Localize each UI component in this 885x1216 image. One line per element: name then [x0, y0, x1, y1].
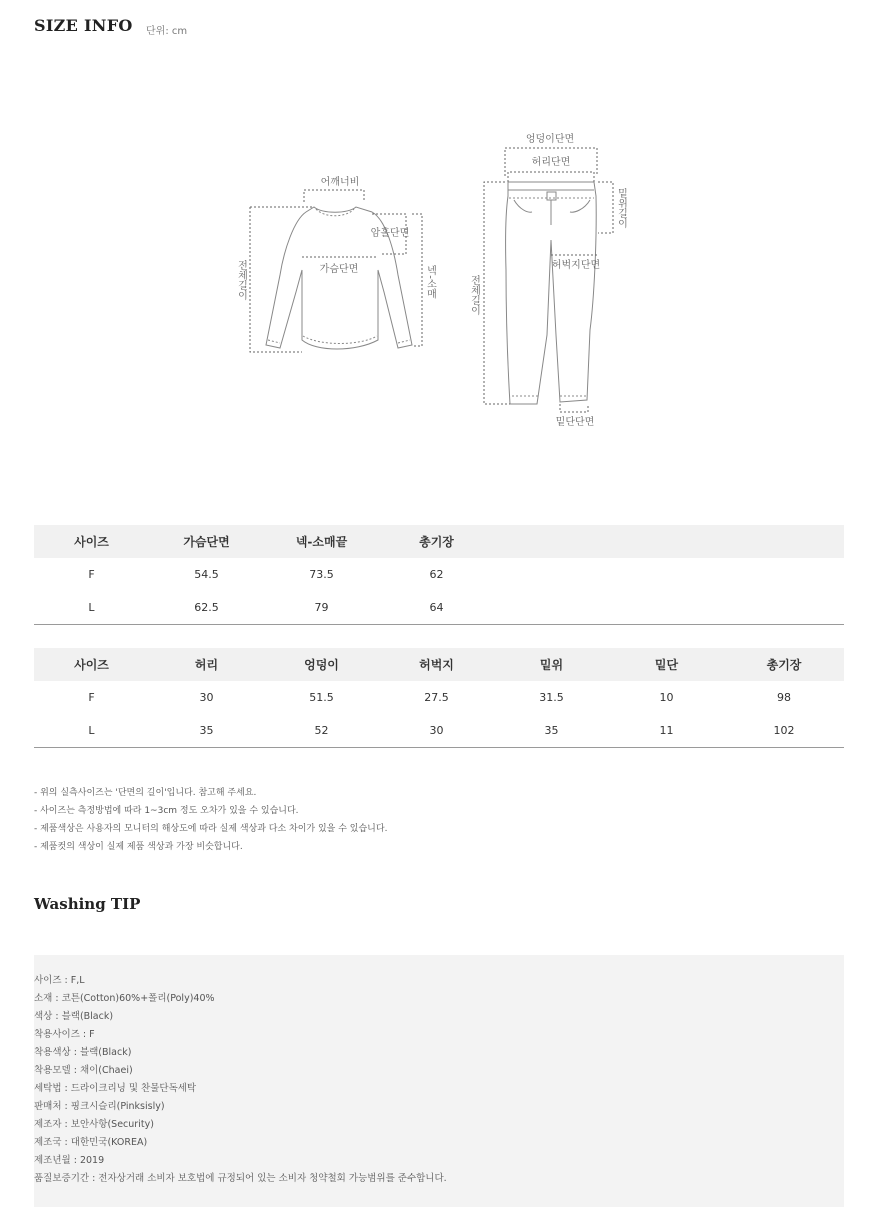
label-rise: 밑위길이 [615, 188, 627, 228]
table-row [34, 591, 844, 625]
label-armhole: 암홀단면 [370, 228, 410, 239]
spec-line: 제조자 : 보안사항(Security) [34, 1119, 154, 1130]
header-spacer [494, 525, 844, 558]
cell: 62 [429, 568, 444, 581]
note-line: - 위의 실측사이즈는 '단면의 길이'입니다. 참고해 주세요. [34, 788, 257, 798]
cell: 98 [777, 691, 791, 704]
header-thigh: 허벅지 [379, 648, 494, 681]
cell: 30 [379, 714, 494, 748]
label-shoulder: 어깨너비 [320, 177, 360, 188]
spec-line: 세탁법 : 드라이크리닝 및 찬물단독세탁 [34, 1083, 197, 1094]
spec-line: 착용색상 : 블랙(Black) [34, 1047, 132, 1058]
cell: L [34, 714, 149, 748]
cell: F [88, 568, 95, 581]
header-neck-sleeve: 넥-소매끝 [264, 525, 379, 558]
size-notes [34, 784, 387, 856]
cell: 51.5 [309, 691, 334, 704]
header-size: 사이즈 [34, 648, 149, 681]
spec-line: 색상 : 블랙(Black) [34, 1011, 114, 1022]
cell: 30 [199, 691, 214, 704]
header-total-length: 총기장 [379, 525, 494, 558]
label-hip: 엉덩이단면 [525, 134, 575, 145]
table-row [34, 681, 844, 714]
spec-line: 사이즈 : F,L [34, 975, 85, 986]
top-size-table [34, 525, 844, 625]
cell: 73.5 [309, 568, 334, 581]
note-line: - 제품컷의 색상이 실제 제품 색상과 가장 비슷합니다. [34, 842, 243, 852]
cell: 31.5 [539, 691, 564, 704]
label-chest: 가슴단면 [319, 264, 359, 275]
table-row [34, 714, 844, 748]
header-size: 사이즈 [34, 525, 149, 558]
spec-line: 제조국 : 대한민국(KOREA) [34, 1137, 148, 1148]
header-rise: 밑위 [494, 648, 609, 681]
cell [494, 558, 844, 591]
table-row [34, 558, 844, 591]
header-hem: 밑단 [609, 648, 724, 681]
pants-drawing [506, 182, 597, 404]
label-top-total-length: 전체길이 [235, 260, 247, 300]
spec-line: 착용모델 : 채이(Chaei) [34, 1065, 133, 1076]
size-diagram [0, 0, 885, 470]
cell: L [34, 591, 149, 625]
size-info-title: SIZE INFO [34, 16, 133, 35]
label-pants-total-length: 전체길이 [468, 275, 480, 315]
cell: 35 [494, 714, 609, 748]
cell: 79 [264, 591, 379, 625]
cell: 35 [149, 714, 264, 748]
cell: 62.5 [149, 591, 264, 625]
pants-measure-lines [484, 148, 613, 412]
bottom-size-table [34, 648, 844, 748]
header-hip: 엉덩이 [264, 648, 379, 681]
product-spec-box [34, 955, 844, 1207]
cell: 10 [659, 691, 674, 704]
cell: F [88, 691, 95, 704]
cell: 54.5 [194, 568, 219, 581]
note-line: - 제품색상은 사용자의 모니터의 해상도에 따라 실제 색상과 다소 차이가 있을 수 있습니다. [34, 824, 388, 834]
unit-label: 단위: cm [146, 26, 188, 37]
label-thigh: 허벅지단면 [551, 260, 601, 271]
note-line: - 사이즈는 측정방법에 따라 1~3cm 정도 오차가 있을 수 있습니다. [34, 806, 299, 816]
table-header-row [34, 525, 844, 558]
spec-line: 제조년월 : 2019 [34, 1155, 105, 1166]
washing-tip-title: Washing TIP [34, 895, 141, 913]
label-neck-sleeve: 넥-소매 [424, 265, 436, 299]
label-hem: 밑단단면 [555, 417, 595, 428]
cell: 64 [379, 591, 494, 625]
cell [494, 591, 844, 625]
table-header-row [34, 648, 844, 681]
cell: 52 [264, 714, 379, 748]
spec-line: 착용사이즈 : F [34, 1029, 95, 1040]
cell: 11 [609, 714, 724, 748]
header-chest: 가슴단면 [149, 525, 264, 558]
spec-line: 소재 : 코튼(Cotton)60%+폴리(Poly)40% [34, 993, 215, 1004]
spec-line: 판매처 : 핑크시슬리(Pinksisly) [34, 1101, 165, 1112]
header-total-length: 총기장 [724, 648, 844, 681]
cell: 27.5 [424, 691, 449, 704]
cell: 102 [724, 714, 844, 748]
label-waist: 허리단면 [531, 157, 571, 168]
header-waist: 허리 [149, 648, 264, 681]
spec-line: 품질보증기간 : 전자상거래 소비자 보호법에 규정되어 있는 소비자 청약철회 가능범위를 준수합니다. [34, 1173, 447, 1184]
